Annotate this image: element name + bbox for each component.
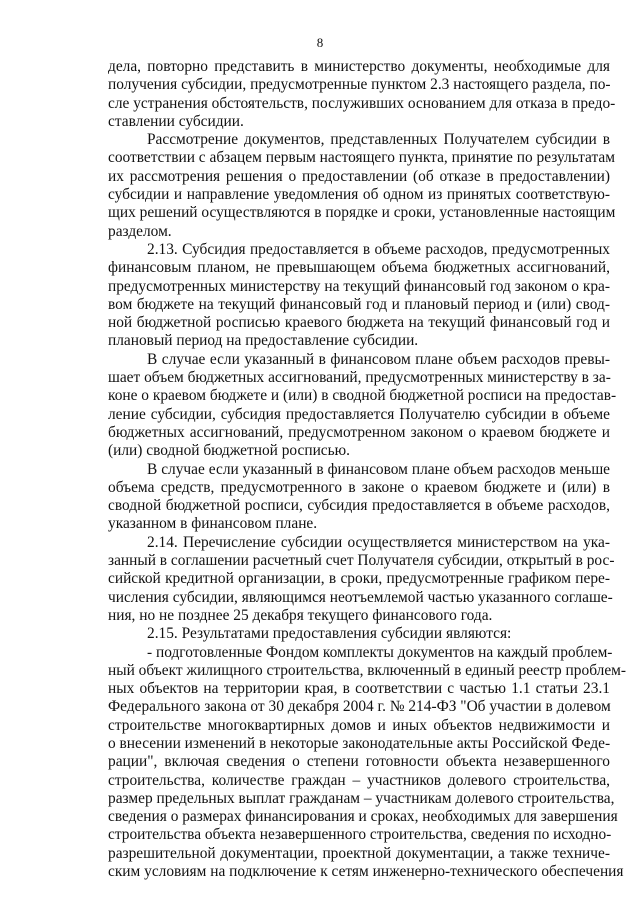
text-line: предусмотренных министерству на текущий финансовый год законом о кра- [108, 277, 610, 295]
text-line: В случае если указанный в финансовом плане объем расходов меньше [147, 460, 610, 478]
text-line: субсидии и направление уведомления об одном из принятых соответствую- [108, 186, 610, 204]
text-line: ставлении субсидии. [108, 112, 244, 130]
text-line: Федерального закона от 30 декабря 2004 г. № 214-ФЗ "Об участии в долевом [108, 698, 611, 716]
text-line: дела, повторно представить в министерство документы, необходимые для [108, 58, 610, 75]
text-line: плановый период на предоставление субсидии. [108, 332, 419, 350]
text-line: бюджетных ассигнований, предусмотренном законом о краевом бюджете и [108, 423, 610, 441]
text-line: размер предельных выплат гражданам – участникам долевого строительства, [108, 789, 615, 807]
text-line: ния, но не позднее 25 декабря текущего финансового года. [108, 606, 493, 624]
text-line: коне о краевом бюджете и (или) в сводной бюджетной росписи на предостав- [108, 387, 617, 405]
text-line: объема средств, предусмотренного в законе о краевом бюджете и (или) в [108, 478, 610, 496]
text-line: соответствии с абзацем первым настоящего пункта, принятие по результатам [108, 149, 615, 167]
text-line: сийской кредитной организации, в сроки, предусмотренные графиком пере- [108, 570, 610, 588]
text-line: щих решений осуществляются в порядке и сроки, установленные настоящим [108, 204, 616, 222]
text-line: о внесении изменений в некоторые законодательные акты Российской Феде- [108, 734, 611, 752]
text-line: ный объект жилищного строительства, включенный в единый реестр проблем- [108, 661, 627, 679]
text-line: В случае если указанный в финансовом плане объем расходов превы- [147, 350, 610, 368]
text-line: занный в соглашении расчетный счет Получателя субсидии, открытый в рос- [108, 552, 615, 570]
text-line: сведения о размерах финансирования и сроках, необходимых для завершения [108, 808, 618, 826]
text-line: ной бюджетной росписью краевого бюджета на текущий финансовый год и [108, 314, 610, 332]
text-line: числения субсидии, являющимся неотъемлемой частью указанного соглаше- [108, 588, 613, 606]
text-line: ных объектов на территории края, в соответствии с частью 1.1 статьи 23.1 [108, 680, 610, 698]
text-line: ление субсидии, субсидия предоставляется Получателю субсидии в объеме [108, 405, 610, 423]
body-text [108, 58, 627, 881]
text-line: рации", включая сведения о степени готовности объекта незавершенного [108, 753, 610, 771]
text-line: ским условиям на подключение к сетям инженерно-технического обеспечения [108, 863, 624, 881]
text-line: 2.15. Результатами предоставления субсидии являются: [147, 625, 512, 643]
text-line: вом бюджете на текущий финансовый год и плановый период и (или) свод- [108, 295, 610, 313]
text-line: Рассмотрение документов, представленных Получателем субсидии в [147, 131, 610, 149]
text-line: указанном в финансовом плане. [108, 515, 318, 533]
page-number: 8 [316, 35, 324, 50]
text-line: финансовым планом, не превышающем объема бюджетных ассигнований, [108, 259, 610, 277]
text-line: (или) сводной бюджетной росписью. [108, 442, 350, 460]
text-line: разрешительной документации, проектной документации, а также техниче- [108, 844, 610, 862]
text-line: 2.14. Перечисление субсидии осуществляется министерством на ука- [147, 533, 610, 551]
text-line: строительстве многоквартирных домов и иных объектов недвижимости и [108, 716, 610, 734]
text-line: сводной бюджетной росписи, субсидия предоставляется в объеме расходов, [108, 497, 610, 515]
text-line: получения субсидии, предусмотренные пунктом 2.3 настоящего раздела, по- [108, 76, 611, 94]
text-line: строительства, количестве граждан – участников долевого строительства, [108, 771, 610, 789]
text-line: разделом. [108, 222, 172, 240]
text-line: - подготовленные Фондом комплекты документов на каждый проблем- [147, 643, 613, 661]
text-line: сле устранения обстоятельств, послуживших основанием для отказа в предо- [108, 94, 616, 112]
text-line: их рассмотрения решения о предоставлении (об отказе в предоставлении) [108, 167, 610, 185]
text-line: строительства объекта незавершенного строительства, сведения по исходно- [108, 826, 612, 844]
text-line: шает объем бюджетных ассигнований, предусмотренных министерству в за- [108, 369, 611, 387]
text-line: 2.13. Субсидия предоставляется в объеме расходов, предусмотренных [147, 240, 610, 258]
